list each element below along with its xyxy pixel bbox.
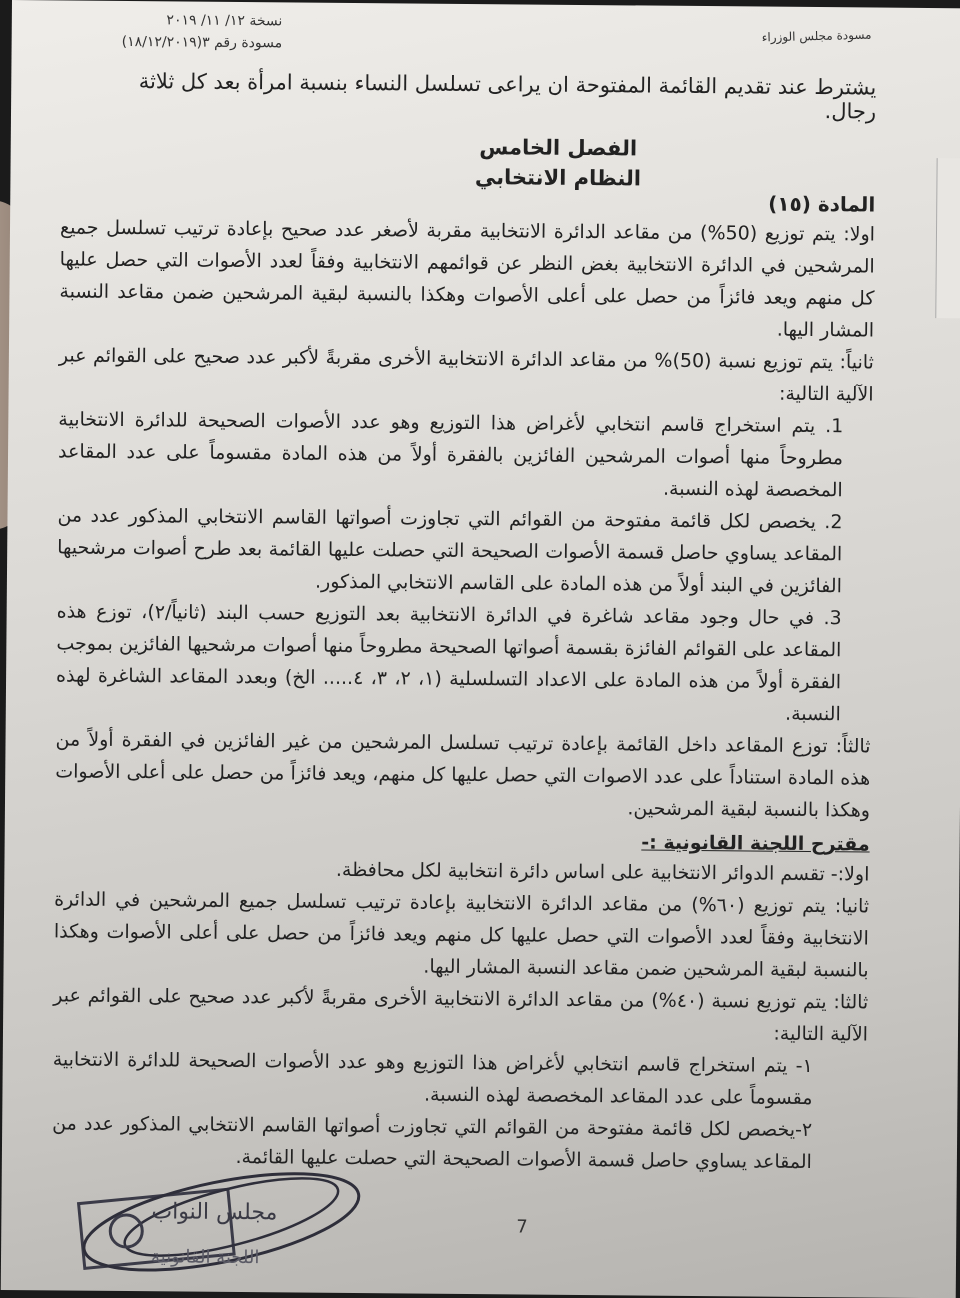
committee-heading: مقترح اللجنة القانونية :- (641, 831, 870, 856)
committee-first-clause: اولا:- تقسم الدوائر الانتخابية على اساس دائرة انتخابية لكل محافظة. (335, 858, 870, 886)
article-first-clause: اولا: يتم توزيع (50%) من مقاعد الدائرة الانتخابية مقربة لأصغر عدد صحيح بإعادة ترتيب تسلسل جميع المرشحين في الدائرة الانتخابية بغض النظر عن قوائمهم الانتخابية وفقاً لعدد الأصوات التي حصل عليها كل منهم ويعد فائزاً من حصل على أعلى الأصوات وهكذا بالنسبة لبقية المرشحين ضمن مقاعد النسبة المشار اليها. (59, 216, 876, 342)
document-page (1, 0, 960, 1298)
document-body (52, 185, 876, 1178)
article-second-clause: ثانياً: يتم توزيع نسبة (50)% من مقاعد الدائرة الانتخابية الأخرى مقربةً لأكبر عدد صحيح على القوائم عبر الآلية التالية: (58, 344, 874, 406)
committee-third-item-1: ١- يتم استخراج قاسم انتخابي لأغراض هذا التوزيع وهو عدد الأصوات الصحيحة للدائرة الانتخابية مقسوماً على عدد المقاعد المخصصة لهذه النسبة. (52, 1048, 813, 1110)
article-second-item-3: 3. في حال وجود مقاعد شاغرة في الدائرة الانتخابية بعد التوزيع حسب البند (ثانياً/٢)، توزع هذه المقاعد على القوائم الفائزة بقسمة أصواتها الصحيحة مطروحاً منها أصوات مرشحيها الفائزين بموجب الفقرة أولاً من هذه المادة على الاعداد التسلسلية (١، ٢، ٣، ٤..... الخ) وبعدد المقاعد الشاغرة لهذه النسبة. (56, 600, 842, 726)
stamp-line-2: اللجنة القانونية (150, 1246, 260, 1269)
draft-line: مسودة رقم ٣(١٨/١٢/٢٠١٩) (121, 33, 283, 52)
article-second-item-1: 1. يتم استخراج قاسم انتخابي لأغراض هذا التوزيع وهو عدد الأصوات الصحيحة للدائرة الانتخابية مطروحاً منها أصوات المرشحين الفائزين بالفقرة أولاً من هذه المادة مقسوماً على عدد المقاعد المخصصة لهذه النسبة. (57, 408, 844, 502)
article-heading: المادة (١٥) (768, 191, 876, 217)
article-second-item-2: 2. يخصص لكل قائمة مفتوحة من القوائم التي تجاوزت أصواتها القاسم الانتخابي المذكور عدد من المقاعد يساوي حاصل قسمة الأصوات الصحيحة التي حصلت عليها القائمة بعد طرح أصوات مرشحيها الفائزين في البند أولاً من هذه المادة على القاسم الانتخابي المذكور. (57, 504, 843, 598)
committee-third-item-2: ٢-يخصص لكل قائمة مفتوحة من القوائم التي تجاوزت أصواتها القاسم الانتخابي المذكور عدد من المقاعد يساوي حاصل قسمة الأصوات الصحيحة التي حصلت عليها القائمة. (52, 1112, 813, 1174)
chapter-title: الفصل الخامس (479, 135, 638, 161)
stamp-line-1: مجلس النواب (151, 1199, 278, 1226)
committee-second-clause: ثانيا: يتم توزيع (٦٠%) من مقاعد الدائرة الانتخابية بإعادة ترتيب تسلسل جميع المرشحين في الدائرة الانتخابية وفقاً لعدد الأصوات التي حصل عليها كل منهم ويعد فائزاً من حصل على أعلى الأصوات وهكذا بالنسبة لبقية المرشحين ضمن مقاعد النسبة المشار اليها. (53, 888, 870, 982)
copy-line: نسخة ١٢/ ١١/ ٢٠١٩ (166, 12, 283, 30)
article-third-clause: ثالثاً: توزع المقاعد داخل القائمة بإعادة ترتيب تسلسل المرشحين من غير الفائزين في الفقرة أولاً من هذه المادة استناداً على عدد الاصوات التي حصل عليها كل منهم، ويعد فائزاً من حصل على أعلى الأصوات وهكذا بالنسبة لبقية المرشحين. (55, 728, 871, 822)
page-number: 7 (516, 1216, 528, 1238)
header-office: مسودة مجلس الوزراء (761, 27, 872, 45)
intro-paragraph: يشترط عند تقديم القائمة المفتوحة ان يراعى تسلسل النساء بنسبة امرأة بعد كل ثلاثة رجال. (138, 69, 877, 124)
committee-third-clause: ثالثا: يتم توزيع نسبة (٤٠%) من مقاعد الدائرة الانتخابية الأخرى مقربةً لأكبر عدد صحيح على القوائم عبر الآلية التالية: (53, 984, 869, 1046)
header-meta (122, 9, 283, 54)
chapter-subtitle: النظام الانتخابي (474, 165, 642, 191)
